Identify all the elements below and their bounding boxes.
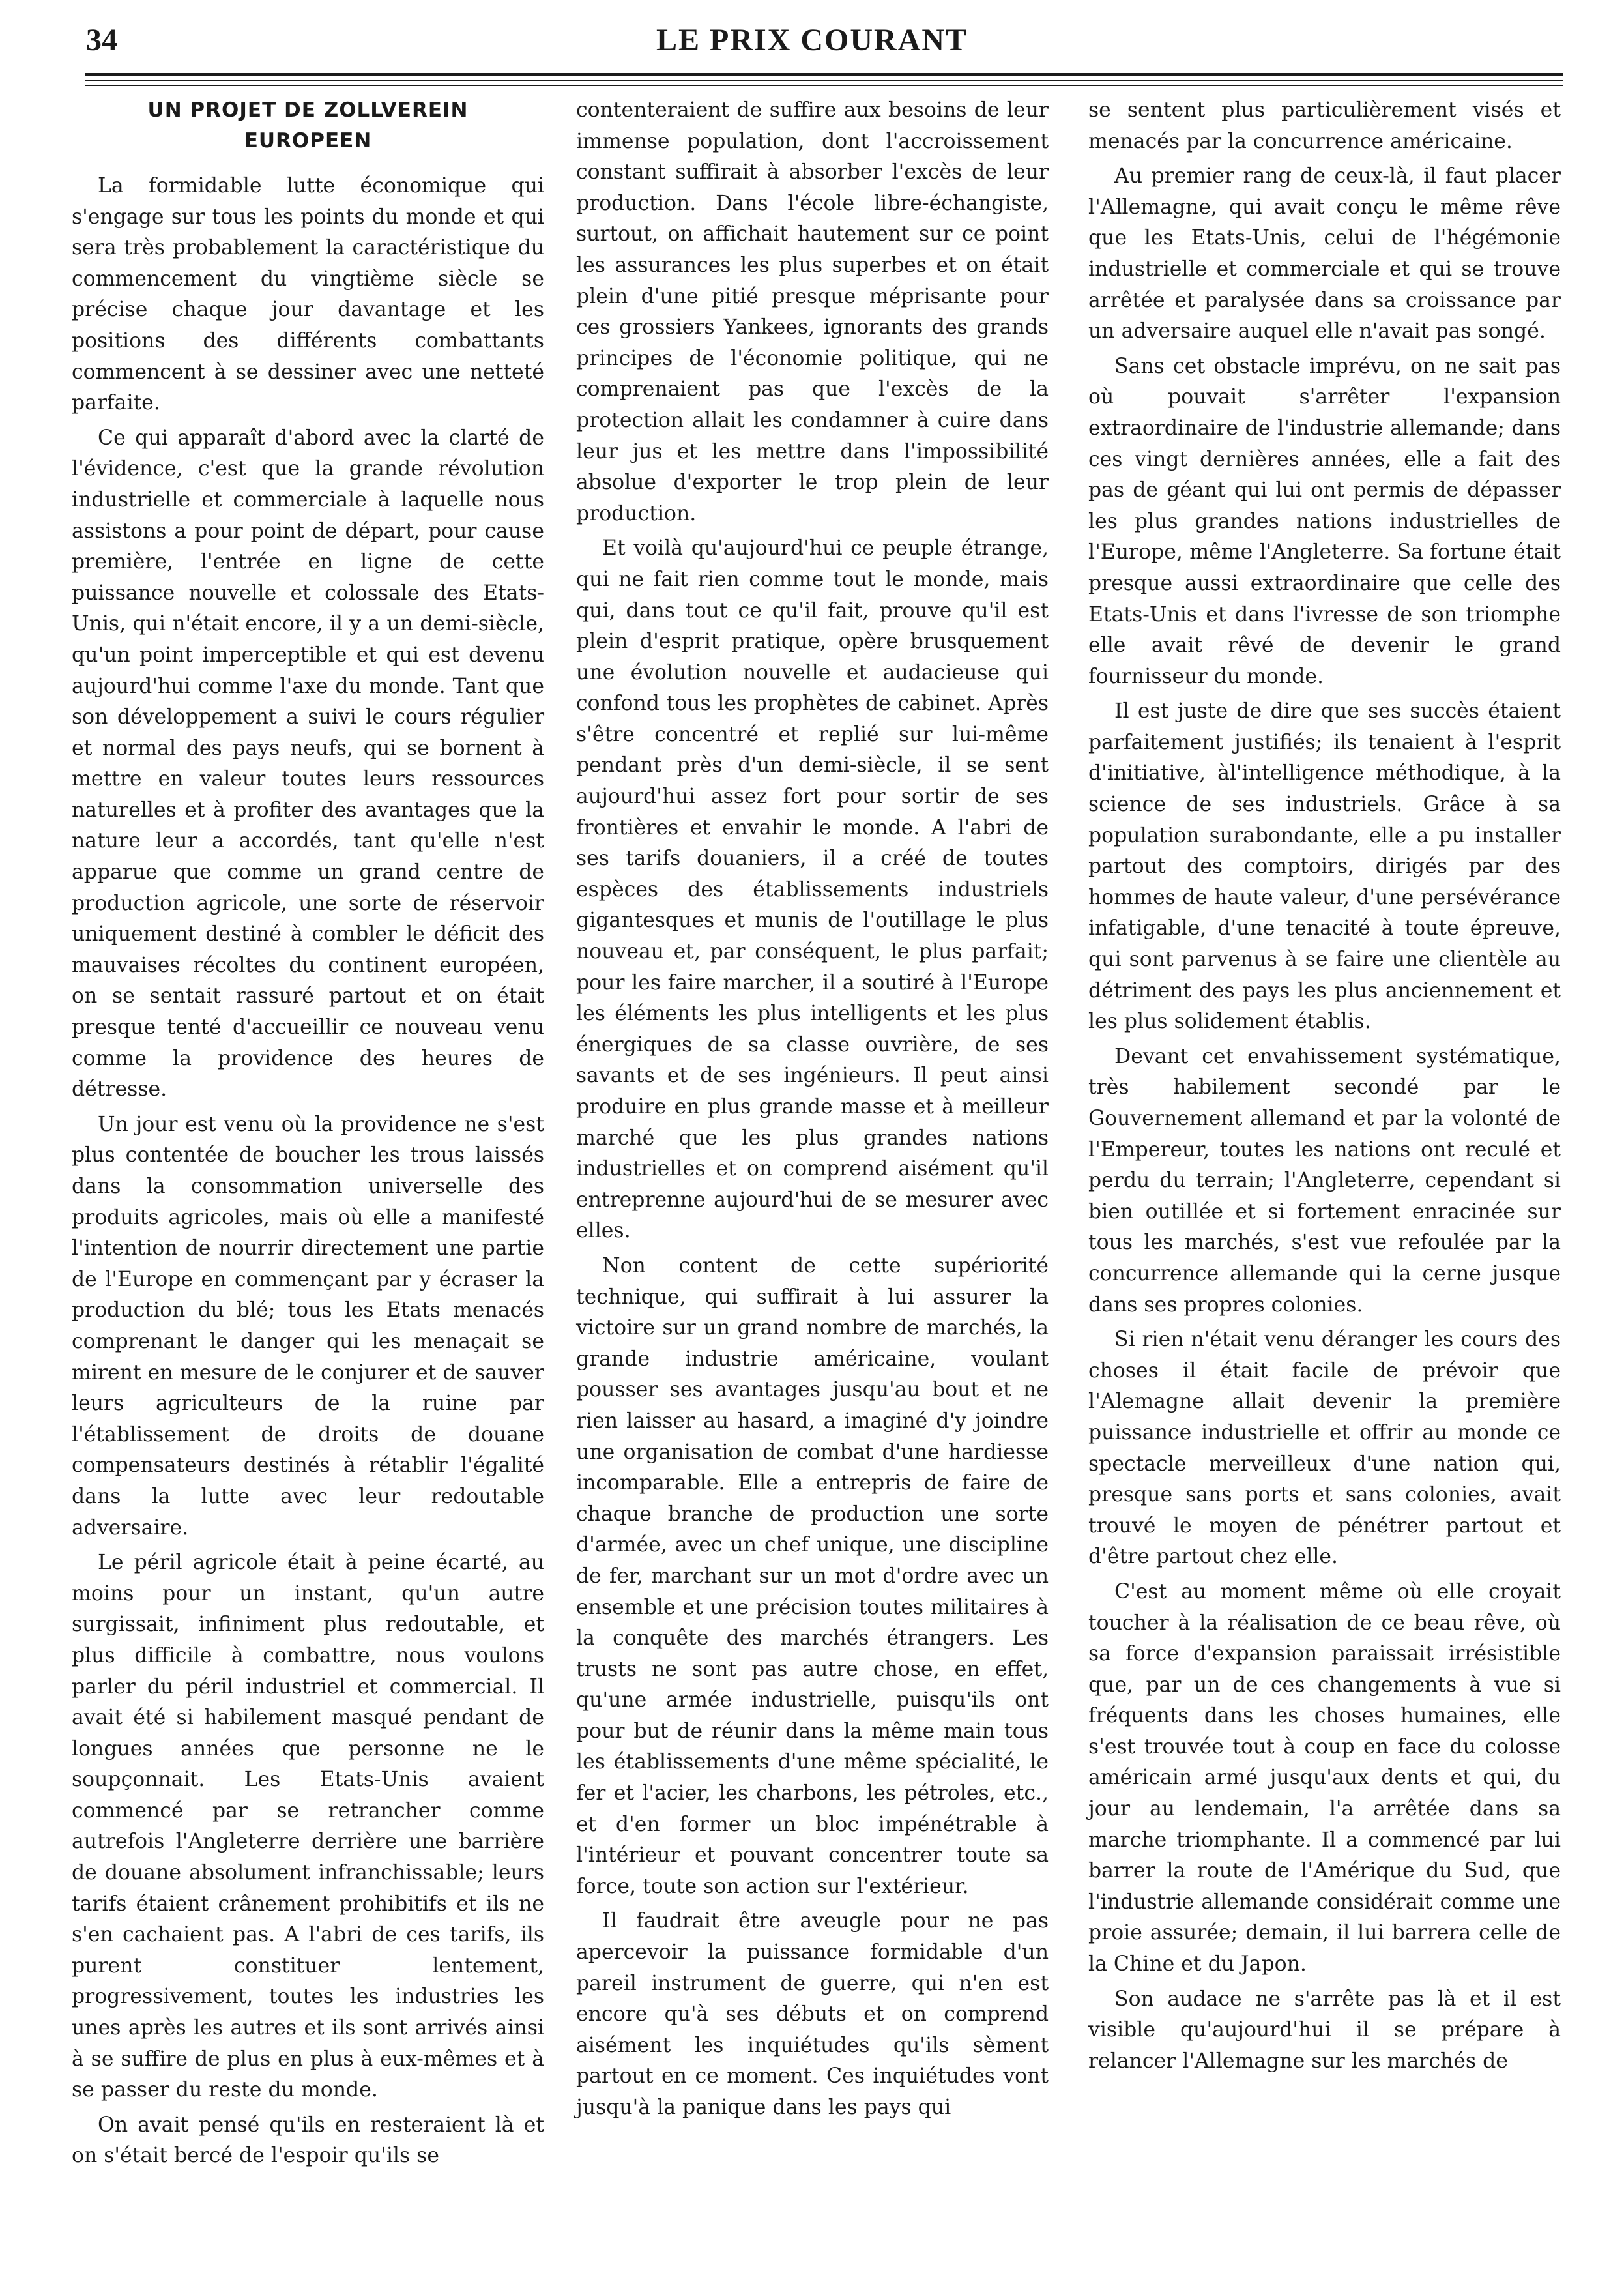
paragraph: On avait pensé qu'ils en resteraient là et on s'était bercé de l'espoir qu'ils se (72, 2113, 544, 2168)
paragraph: se sentent plus particulièrement visés et menacés par la concurrence américaine. (1088, 98, 1561, 153)
paragraph: La formidable lutte économique qui s'engage sur tous les points du monde et qui sera très probablement la caractéristique du commencement du vingtième siècle se précise chaque jour davantage et les positions des différents combattants commencent à se dessiner avec une netteté parfaite. (72, 174, 544, 415)
paragraph: Son audace ne s'arrête pas là et il est visible qu'aujourd'hui il se prépare à relancer l'Allemagne sur les marchés de (1088, 1987, 1561, 2073)
paragraph: Non content de cette supériorité technique, qui suffirait à lui assurer la victoire sur un grand nombre de marchés, la grande industrie américaine, voulant pousser ses avantages jusqu'au bout et ne rien laisser au hasard, a imaginé d'y joindre une organisation de combat d'une hardiesse incomparable. Elle a entrepris de faire de chaque branche de production une sorte d'armée, avec un chef unique, une discipline de fer, marchant sur un mot d'ordre avec un ensemble et une précision toutes militaires à la conquête des marchés étrangers. Les trusts ne sont pas autre chose, en effet, qu'une armée industrielle, puisqu'ils ont pour but de réunir dans la même main tous les établissements d'une même spécialité, le fer et l'acier, les charbons, les pétroles, etc., et d'en former un bloc impénétrable à l'intérieur et pouvant concentrer toute sa force, toute son action sur l'extérieur. (576, 1253, 1049, 1898)
paragraph: contenteraient de suffire aux besoins de leur immense population, dont l'accroissement constant suffirait à absorber l'excès de leur production. Dans l'école libre-échangiste, surtout, on affichait hautement sur ce point les assurances les plus superbes et on était plein d'une pitié presque méprisante pour ces grossiers Yankees, ignorants des grands principes de l'économie politique, qui ne comprenaient pas que l'excès de la protection allait les condamner à cuire dans leur jus et les mettre dans l'impossibilité absolue d'exporter le trop plein de leur production. (576, 98, 1049, 525)
paragraph: Au premier rang de ceux-là, il faut placer l'Allemagne, qui avait conçu le même rêve que les Etats-Unis, celui de l'hégémonie industrielle et commerciale et qui se trouve arrêtée et paralysée dans sa croissance par un adversaire auquel elle n'avait pas songé. (1088, 164, 1561, 344)
paragraph: Il faudrait être aveugle pour ne pas apercevoir la puissance formidable d'un pareil instrument de guerre, qui n'en est encore qu'à ses débuts et on comprend aisément les inquiétudes qu'ils sèment partout en ce moment. Ces inquiétudes vont jusqu'à la panique dans les pays qui (576, 1909, 1049, 2119)
header-rule (85, 73, 1563, 76)
paragraph: Si rien n'était venu déranger les cours des choses il était facile de prévoir que l'Alemagne allait devenir la première puissance industrielle et offrir au monde ce spectacle merveilleux d'une nation qui, presque sans ports et sans colonies, avait trouvé le moyen de pénétrer partout et d'être partout chez elle. (1088, 1328, 1561, 1569)
paragraph: Ce qui apparaît d'abord avec la clarté de l'évidence, c'est que la grande révolution industrielle et commerciale à laquelle nous assistons a pour point de départ, pour cause première, l'entrée en ligne de cette puissance nouvelle et colossale des Etats-Unis, qui n'était encore, il y a un demi-siècle, qu'un point imperceptible et qui est devenu aujourd'hui comme l'axe du monde. Tant que son développement a suivi le cours régulier et normal des pays neufs, qui se bornent à mettre en valeur toutes leurs ressources naturelles et à profiter des avantages que la nature leur a accordés, tant qu'elle n'est apparue que comme un grand centre de production agricole, une sorte de réservoir uniquement destiné à combler le déficit des mauvaises récoltes du continent européen, on se sentait rassuré partout et on était presque tenté d'accueillir ce nouveau venu comme la providence des heures de détresse. (72, 426, 544, 1102)
header-rule (85, 80, 1563, 81)
paragraph: C'est au moment même où elle croyait toucher à la réalisation de ce beau rêve, où sa force d'expansion paraissait irrésistible que, par un de ces changements à vue si fréquents dans les choses humaines, elle s'est trouvée tout à coup en face du colosse américain armé jusqu'aux dents et qui, du jour au lendemain, l'a arrêtée dans sa marche triomphante. Il a commencé par lui barrer la route de l'Amérique du Sud, que l'industrie allemande considérait comme une proie assurée; demain, il lui barrera celle de la Chine et du Japon. (1088, 1579, 1561, 1976)
paragraph: Il est juste de dire que ses succès étaient parfaitement justifiés; ils tenaient à l'esprit d'initiative, àl'intelligence méthodique, à la science de ses industriels. Grâce à sa population surabondante, elle a pu installer partout des comptoirs, dirigés par des hommes de haute valeur, d'une persévérance infatigable, d'une tenacité à toute épreuve, qui sont parvenus à se faire une clientèle au détriment des pays les plus anciennement et les plus solidement établis. (1088, 699, 1561, 1034)
article-title: UN PROJET DE ZOLLVEREIN EUROPEEN (147, 98, 469, 153)
page-number: 34 (86, 23, 117, 57)
paragraph: Le péril agricole était à peine écarté, au moins pour un instant, qu'un autre surgissait, infiniment plus redoutable, et plus difficile à combattre, nous voulons parler du péril industriel et commercial. Il avait été si habilement masqué pendant de longues années que personne ne le soupçonnait. Les Etats-Unis avaient commencé par se retrancher comme autrefois l'Angleterre derrière une barrière de douane absolument infranchissable; leurs tarifs étaient crânement prohibitifs et ils ne s'en cachaient pas. A l'abri de ces tarifs, ils purent constituer lentement, progressivement, toutes les industries les unes après les autres et ils sont arrivés ainsi à se suffire de plus en plus à eux-mêmes et à se passer du reste du monde. (72, 1551, 544, 2102)
paragraph: Et voilà qu'aujourd'hui ce peuple étrange, qui ne fait rien comme tout le monde, mais qui, dans tout ce qu'il fait, prouve qu'il est plein d'esprit pratique, opère brusquement une évolution nouvelle et audacieuse qui confond tous les prophètes de cabinet. Après s'être concentré et replié sur lui-même pendant près d'un demi-siècle, il se sent aujourd'hui assez fort pour sortir de ses frontières et envahir le monde. A l'abri de ses tarifs douaniers, il a créé de toutes espèces des établissements industriels gigantesques et munis de l'outillage le plus nouveau et, par conséquent, le plus parfait; pour les faire marcher, il a soutiré à l'Europe les éléments les plus intelligents et les plus énergiques de sa classe ouvrière, de ses savants et de ses ingénieurs. Il peut ainsi produire en plus grande masse et à meilleur marché que les plus grandes nations industrielles et on comprend aisément qu'il entreprenne aujourd'hui de se mesurer avec elles. (576, 536, 1049, 1243)
article-column-2 (576, 95, 1049, 2128)
paragraph: Sans cet obstacle imprévu, on ne sait pas où pouvait s'arrêter l'expansion extraordinaire de l'industrie allemande; dans ces vingt dernières années, elle a fait des pas de géant qui lui ont permis de dépasser les plus grandes nations industrielles de l'Europe, même l'Angleterre. Sa fortune était presque aussi extraordinaire que celle des Etats-Unis et dans l'ivresse de son triomphe elle avait rêvé de devenir le grand fournisseur du monde. (1088, 354, 1561, 688)
article-column-1 (72, 95, 544, 2176)
paragraph: Devant cet envahissement systématique, très habilement secondé par le Gouvernement allemand et par la volonté de l'Empereur, toutes les nations ont reculé et perdu du terrain; l'Angleterre, cependant si bien outillée et si fortement enracinée sur tous les marchés, s'est vue refoulée par la concurrence allemande qui la cerne jusque dans ses propres colonies. (1088, 1044, 1561, 1317)
paragraph: Un jour est venu où la providence ne s'est plus contentée de boucher les trous laissés dans la consommation universelle des produits agricoles, mais où elle a manifesté l'intention de nourrir directement une partie de l'Europe en commençant par y écraser la production du blé; tous les Etats menacés comprenant le danger qui les menaçait se mirent en mesure de le conjurer et de sauver leurs agriculteurs de la ruine par l'établissement de droits de douane compensateurs destinés à rétablir l'égalité dans la lutte avec leur redoutable adversaire. (72, 1112, 544, 1540)
journal-title: LE PRIX COURANT (656, 23, 968, 57)
header-rule (85, 85, 1563, 86)
article-column-3 (1088, 95, 1561, 2081)
